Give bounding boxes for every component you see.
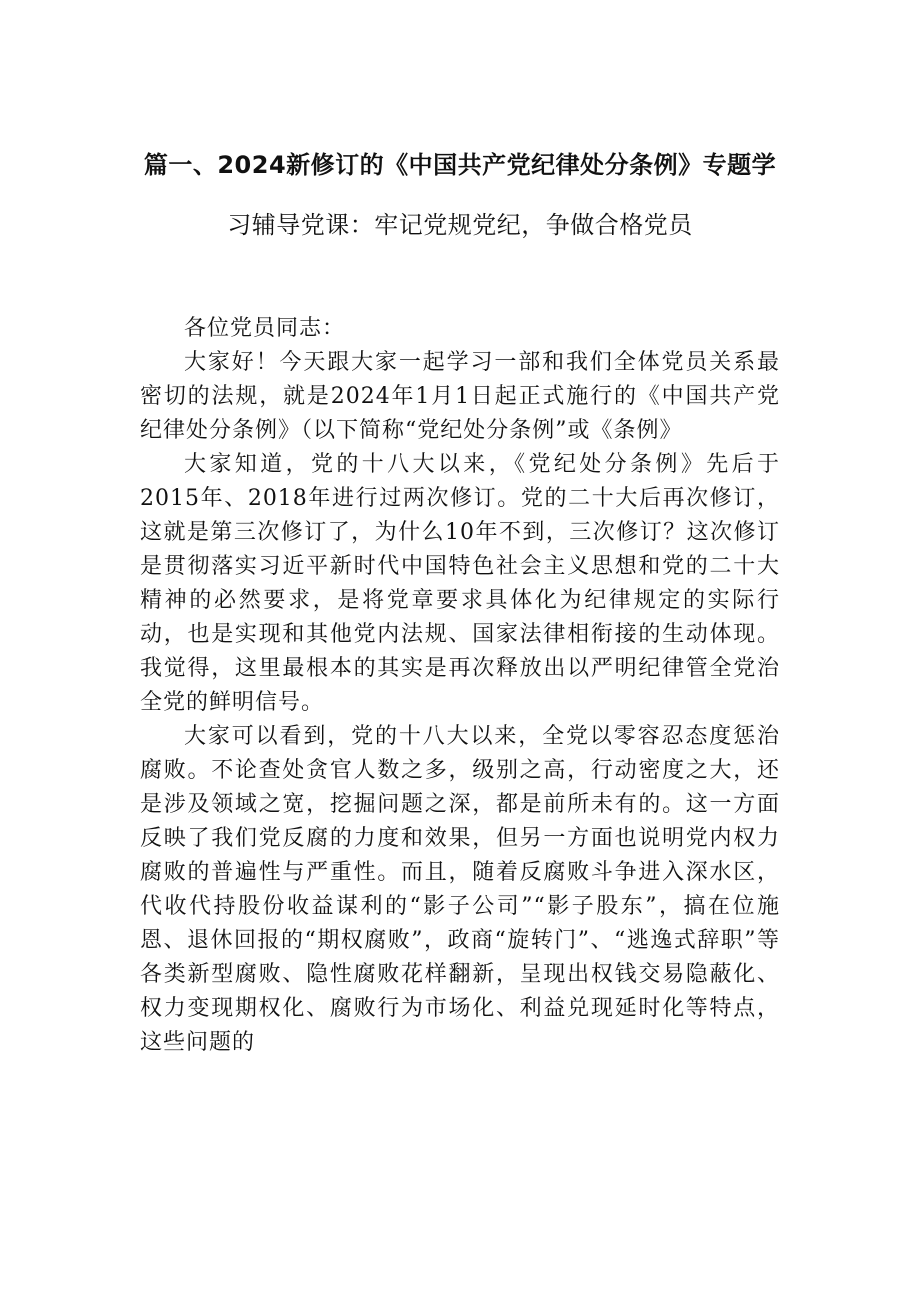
document-title-line-1: 篇一、2024新修订的《中国共产党纪律处分条例》专题学 (143, 151, 777, 179)
paragraph-1: 大家好！今天跟大家一起学习一部和我们全体党员关系最密切的法规，就是2024年1月1日起正式施行的《中国共产党纪律处分条例》（以下简称“党纪处分条例”或《条例》 (140, 350, 780, 443)
paragraph-3: 大家可以看到，党的十八大以来，全党以零容忍态度惩治腐败。不论查处贪官人数之多，级别之高，行动密度之大，还是涉及领域之宽，挖掘问题之深，都是前所未有的。这一方面反映了我们党反腐的力度和效果，但另一方面也说明党内权力腐败的普遍性与严重性。而且，随着反腐败斗争进入深水区，代收代持股份收益谋利的“影子公司”“影子股东”，搞在位施恩、退休回报的“期权腐败”，政商“旋转门”、“逃逸式辞职”等各类新型腐败、隐性腐败花样翻新，呈现出权钱交易隐蔽化、权力变现期权化、腐败行为市场化、利益兑现延时化等特点，这些问题的 (140, 724, 780, 1055)
document-body (140, 312, 780, 1060)
document-title-line-2: 习辅导党课：牢记党规党纪，争做合格党员 (227, 211, 693, 239)
salutation: 各位党员同志： (184, 316, 346, 341)
paragraph-2: 大家知道，党的十八大以来，《党纪处分条例》先后于2015年、2018年进行过两次修订。党的二十大后再次修订，这就是第三次修订了，为什么10年不到，三次修订？这次修订是贯彻落实习近平新时代中国特色社会主义思想和党的二十大精神的必然要求，是将党章要求具体化为纪律规定的实际行动，也是实现和其他党内法规、国家法律相衔接的生动体现。我觉得，这里最根本的其实是再次释放出以严明纪律管全党治全党的鲜明信号。 (140, 452, 780, 715)
